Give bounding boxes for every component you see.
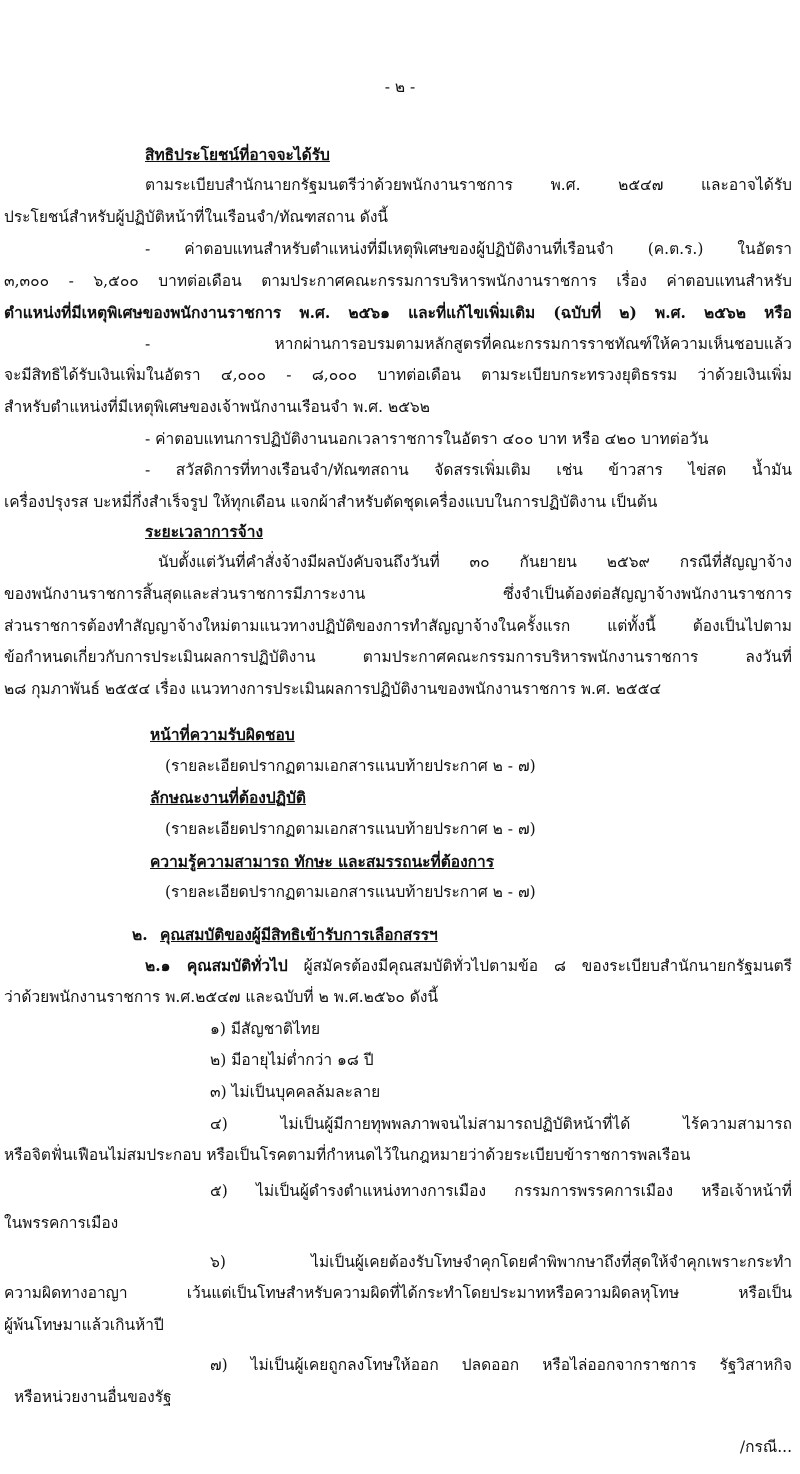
term-line-4: ข้อกำหนดเกี่ยวกับการประเมินผลการปฏิบัติงาน ตามประกาศคณะกรรมการบริหารพนักงานราชการ ลงวันที่ [4,648,792,666]
benefits-heading: สิทธิประโยชน์ที่อาจจะได้รับ [145,145,330,164]
benefit-or-word: หรือ [764,303,792,322]
general-qualification-text: ผู้สมัครต้องมีคุณสมบัติทั่วไปตามข้อ ๘ ของระเบียบสำนักนายกรัฐมนตรี [303,957,792,975]
term-line-3: ส่วนราชการต้องทำสัญญาจ้างใหม่ตามแนวทางปฏิบัติของการทำสัญญาจ้างในครั้งแรก แต่ทั้งนี้ ต้องเป็นไปตาม [4,617,792,635]
qualification-7-line-1: ๗) ไม่เป็นผู้เคยถูกลงโทษให้ออก ปลดออก หรือไล่ออกจากราชการ รัฐวิสาหกิจ [210,1356,792,1374]
work-detail: (รายละเอียดปรากฏตามเอกสารแนบท้ายประกาศ ๒ - ๗) [165,820,536,838]
term-line-5: ๒๘ กุมภาพันธ์ ๒๕๕๔ เรื่อง แนวทางการประเมินผลการปฏิบัติงานของพนักงานราชการ พ.ศ. ๒๕๕๔ [4,680,662,698]
qualification-6-line-3: ผู้พ้นโทษมาแล้วเกินห้าปี [4,1316,164,1334]
benefits-intro-line-2: ประโยชน์สำหรับผู้ปฏิบัติหน้าที่ในเรือนจำ/ทัณฑสถาน ดังนี้ [4,208,388,226]
general-qualification-line-2: ว่าด้วยพนักงานราชการ พ.ศ.๒๕๔๗ และฉบับที่ ๒ พ.ศ.๒๕๖๐ ดังนี้ [4,988,439,1006]
qualification-6-line-2: ความผิดทางอาญา เว้นแต่เป็นโทษสำหรับความผิดที่ได้กระทำโดยประมาทหรือความผิดลหุโทษ หรือเป็น [4,1284,792,1302]
benefit-item-2-line-3: สำหรับตำแหน่งที่มีเหตุพิเศษของเจ้าพนักงานเรือนจำ พ.ศ. ๒๕๖๒ [4,398,430,416]
term-line-2: ของพนักงานราชการสิ้นสุดและส่วนราชการมีภาระงาน ซึ่งจำเป็นต้องต่อสัญญาจ้างพนักงานราชการ [4,585,792,603]
qualifications-heading: คุณสมบัติของผู้มีสิทธิเข้ารับการเลือกสรรฯ [160,925,438,944]
benefits-intro-line-1: ตามระเบียบสำนักนายกรัฐมนตรีว่าด้วยพนักงานราชการ พ.ศ. ๒๕๔๗ และอาจได้รับ [145,176,792,194]
general-qualification-label: ๒.๑ คุณสมบัติทั่วไป [145,956,288,975]
term-heading: ระยะเวลาการจ้าง [145,522,264,541]
qualification-4-line-1: ๔) ไม่เป็นผู้มีกายทุพพลภาพจนไม่สามารถปฏิบัติหน้าที่ได้ ไร้ความสามารถ [210,1115,792,1133]
term-line-1: นับตั้งแต่วันที่คำสั่งจ้างมีผลบังคับจนถึงวันที่ ๓๐ กันยายน ๒๕๖๙ กรณีที่สัญญาจ้าง [158,553,792,571]
qualification-5-line-1: ๕) ไม่เป็นผู้ดำรงตำแหน่งทางการเมือง กรรมการพรรคการเมือง หรือเจ้าหน้าที่ [210,1182,792,1200]
benefit-item-4-line-2: เครื่องปรุงรส บะหมี่กึ่งสำเร็จรูป ให้ทุกเดือน แจกผ้าสำหรับตัดชุดเครื่องแบบในการปฏิบัติงาน เป็นต้น [4,493,658,511]
benefit-item-1-text: ตำแหน่งที่มีเหตุพิเศษของพนักงานราชการ พ.ศ. ๒๕๖๑ และที่แก้ไขเพิ่มเติม (ฉบับที่ ๒) พ.ศ. ๒๕๖๒ [4,303,746,322]
work-heading: ลักษณะงานที่ต้องปฏิบัติ [150,788,306,807]
continued-marker: /กรณี... [739,1438,792,1456]
skills-heading: ความรู้ความสามารถ ทักษะ และสมรรถนะที่ต้องการ [150,852,495,871]
benefit-item-2-line-1: - หากผ่านการอบรมตามหลักสูตรที่คณะกรรมการราชทัณฑ์ให้ความเห็นชอบแล้ว [145,335,792,353]
duties-heading: หน้าที่ความรับผิดชอบ [150,725,295,744]
qualifications-number: ๒. [132,925,148,944]
benefit-item-2-line-2: จะมีสิทธิได้รับเงินเพิ่มในอัตรา ๔,๐๐๐ - ๘,๐๐๐ บาทต่อเดือน ตามระเบียบกระทรวงยุติธรรม ว่าด้วยเงินเพิ่ม [4,366,792,384]
qualification-1: ๑) มีสัญชาติไทย [210,1020,321,1038]
benefit-item-1-line-3 [4,303,792,322]
benefit-item-1-line-2: ๓,๓๐๐ - ๖,๕๐๐ บาทต่อเดือน ตามประกาศคณะกรรมการบริหารพนักงานราชการ เรื่อง ค่าตอบแทนสำหรับ [4,272,792,290]
page-number: - ๒ - [384,78,416,96]
qualification-6-line-1: ๖) ไม่เป็นผู้เคยต้องรับโทษจำคุกโดยคำพิพากษาถึงที่สุดให้จำคุกเพราะกระทำ [210,1253,792,1271]
qualification-5-line-2: ในพรรคการเมือง [4,1214,119,1232]
qualification-7-line-2: หรือหน่วยงานอื่นของรัฐ [14,1388,172,1406]
qualification-2: ๒) มีอายุไม่ต่ำกว่า ๑๘ ปี [210,1051,374,1069]
qualification-3: ๓) ไม่เป็นบุคคลล้มละลาย [210,1083,381,1101]
benefit-item-1-line-1: - ค่าตอบแทนสำหรับตำแหน่งที่มีเหตุพิเศษของผู้ปฏิบัติงานที่เรือนจำ (ค.ต.ร.) ในอัตรา [145,240,792,258]
benefit-item-4-line-1: - สวัสดิการที่ทางเรือนจำ/ทัณฑสถาน จัดสรรเพิ่มเติม เช่น ข้าวสาร ไข่สด น้ำมัน [145,461,792,479]
benefit-item-3: - ค่าตอบแทนการปฏิบัติงานนอกเวลาราชการในอัตรา ๔๐๐ บาท หรือ ๔๒๐ บาทต่อวัน [145,430,709,448]
duties-detail: (รายละเอียดปรากฏตามเอกสารแนบท้ายประกาศ ๒ - ๗) [165,757,536,775]
skills-detail: (รายละเอียดปรากฏตามเอกสารแนบท้ายประกาศ ๒ - ๗) [165,883,536,901]
qualification-4-line-2: หรือจิตฟั่นเฟือนไม่สมประกอบ หรือเป็นโรคตามที่กำหนดไว้ในกฎหมายว่าด้วยระเบียบข้าราชการพลเรือน [4,1146,691,1164]
general-qualification-line-1 [145,956,792,976]
